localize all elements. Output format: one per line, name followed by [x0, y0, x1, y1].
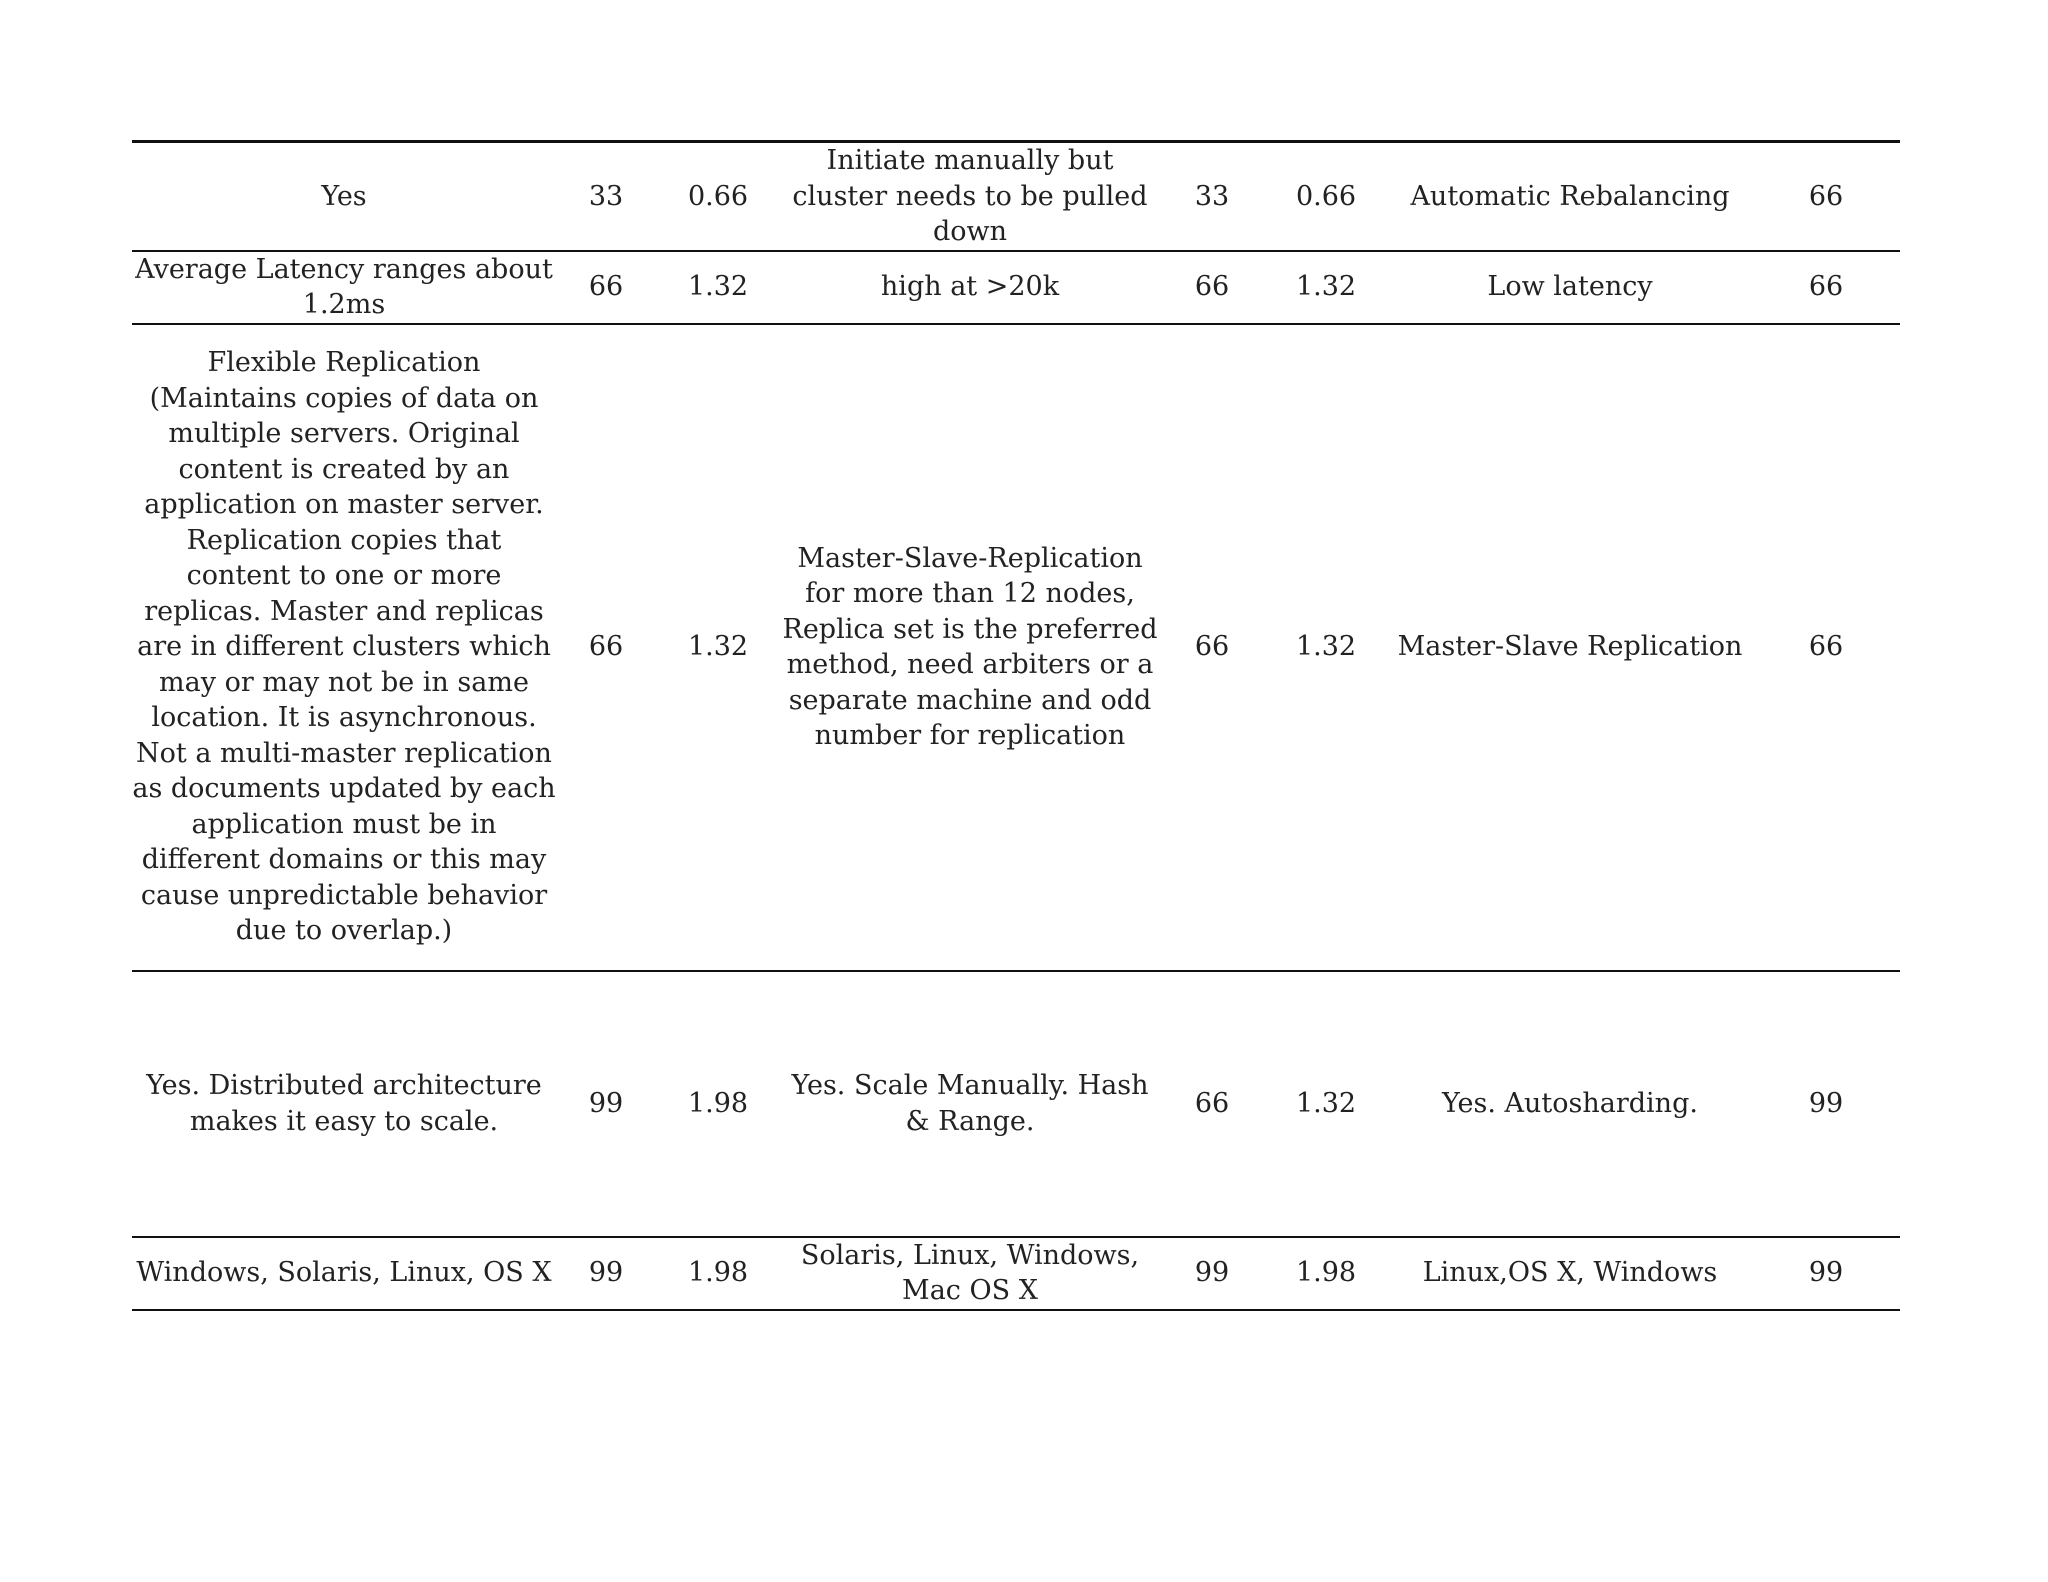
weighted-score-cell: 1.98 [656, 971, 780, 1237]
feature-cell: Linux,OS X, Windows [1388, 1237, 1752, 1310]
feature-cell: Master-Slave Replication [1388, 324, 1752, 971]
score-cell: 66 [1752, 251, 1900, 324]
feature-cell: Low latency [1388, 251, 1752, 324]
feature-cell: Yes. Distributed architecture makes it easy to scale. [132, 971, 556, 1237]
table-row [132, 251, 1900, 324]
score-cell: 33 [1160, 142, 1264, 251]
comparison-table [132, 140, 1900, 1311]
score-cell: 99 [1752, 1237, 1900, 1310]
table-row [132, 971, 1900, 1237]
score-cell: 99 [556, 971, 656, 1237]
weighted-score-cell: 1.32 [1264, 251, 1388, 324]
weighted-score-cell: 1.32 [656, 251, 780, 324]
feature-cell: Initiate manually but cluster needs to be pulled down [780, 142, 1160, 251]
feature-cell: Yes [132, 142, 556, 251]
score-cell: 99 [1752, 971, 1900, 1237]
score-cell: 99 [556, 1237, 656, 1310]
weighted-score-cell: 1.32 [656, 324, 780, 971]
table-row [132, 142, 1900, 251]
score-cell: 66 [556, 324, 656, 971]
feature-cell: Average Latency ranges about 1.2ms [132, 251, 556, 324]
table-row [132, 1237, 1900, 1310]
score-cell: 66 [556, 251, 656, 324]
score-cell: 66 [1752, 324, 1900, 971]
feature-cell: Automatic Rebalancing [1388, 142, 1752, 251]
feature-cell: Solaris, Linux, Windows, Mac OS X [780, 1237, 1160, 1310]
score-cell: 33 [556, 142, 656, 251]
score-cell: 99 [1160, 1237, 1264, 1310]
feature-cell: Master-Slave-Replication for more than 12 nodes, Replica set is the preferred method, need arbiters or a separate machine and odd number for replication [780, 324, 1160, 971]
feature-cell: Windows, Solaris, Linux, OS X [132, 1237, 556, 1310]
feature-cell: Yes. Scale Manually. Hash & Range. [780, 971, 1160, 1237]
score-cell: 66 [1160, 971, 1264, 1237]
weighted-score-cell: 1.98 [1264, 1237, 1388, 1310]
feature-cell: Yes. Autosharding. [1388, 971, 1752, 1237]
weighted-score-cell: 1.32 [1264, 324, 1388, 971]
feature-cell: high at >20k [780, 251, 1160, 324]
score-cell: 66 [1160, 251, 1264, 324]
table-row [132, 324, 1900, 971]
weighted-score-cell: 0.66 [656, 142, 780, 251]
weighted-score-cell: 1.98 [656, 1237, 780, 1310]
score-cell: 66 [1752, 142, 1900, 251]
weighted-score-cell: 1.32 [1264, 971, 1388, 1237]
feature-cell: Flexible Replication (Maintains copies of data on multiple servers. Original content is created by an application on master server. Replication copies that content to one or more replicas. Master and replicas are in different clusters which may or may not be in same location. It is asynchronous. Not a multi-master replication as documents updated by each application must be in different domains or this may cause unpredictable behavior due to overlap.) [132, 324, 556, 971]
score-cell: 66 [1160, 324, 1264, 971]
weighted-score-cell: 0.66 [1264, 142, 1388, 251]
